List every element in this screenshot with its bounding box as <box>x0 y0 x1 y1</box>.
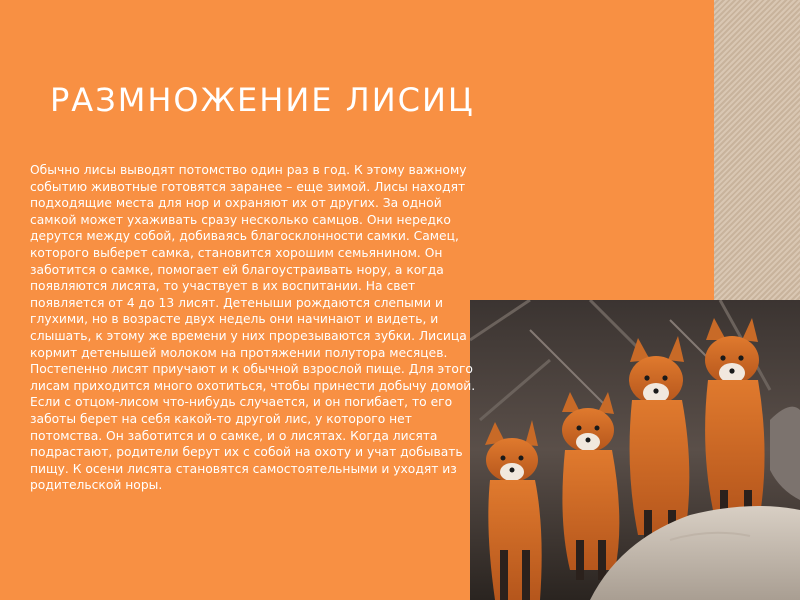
fox-cubs-photo <box>470 300 800 600</box>
slide-title: РАЗМНОЖЕНИЕ ЛИСИЦ <box>50 81 475 119</box>
slide-body-text: Обычно лисы выводят потомство один раз в год. К этому важному событию животные готовятся заранее – еще зимой. Лисы находят подходящие места для нор и охраняют их от других. За одной самкой может ухаживать сразу несколько самцов. Они нередко дерутся между собой, добиваясь благосклонности самки. Самец, которого выберет самка, становится хорошим семьянином. Он заботится о самке, помогает ей благоустраивать нору, а когда появляются лисята, то участвует в их воспитании. На свет появляется от 4 до 13 лисят. Детеныши рождаются слепыми и глухими, но в возрасте двух недель они начинают и видеть, и слышать, к этому же времени у них прорезываются зубки. Лисица кормит детенышей молоком на протяжении полутора месяцев. Постепенно лисят приучают и к обычной взрослой пище. Для этого лисам приходится много охотиться, чтобы принести добычу домой. Если с отцом-лисом что-нибудь случается, и он погибает, то его заботы берет на себя какой-то другой лис, у которого нет потомства. Он заботится и о самке, и о лисятах. Когда лисята подрастают, родители берут их с собой на охоту и учат добывать пищу. К осени лисята становятся самостоятельными и уходят из родительской норы. <box>30 163 476 493</box>
